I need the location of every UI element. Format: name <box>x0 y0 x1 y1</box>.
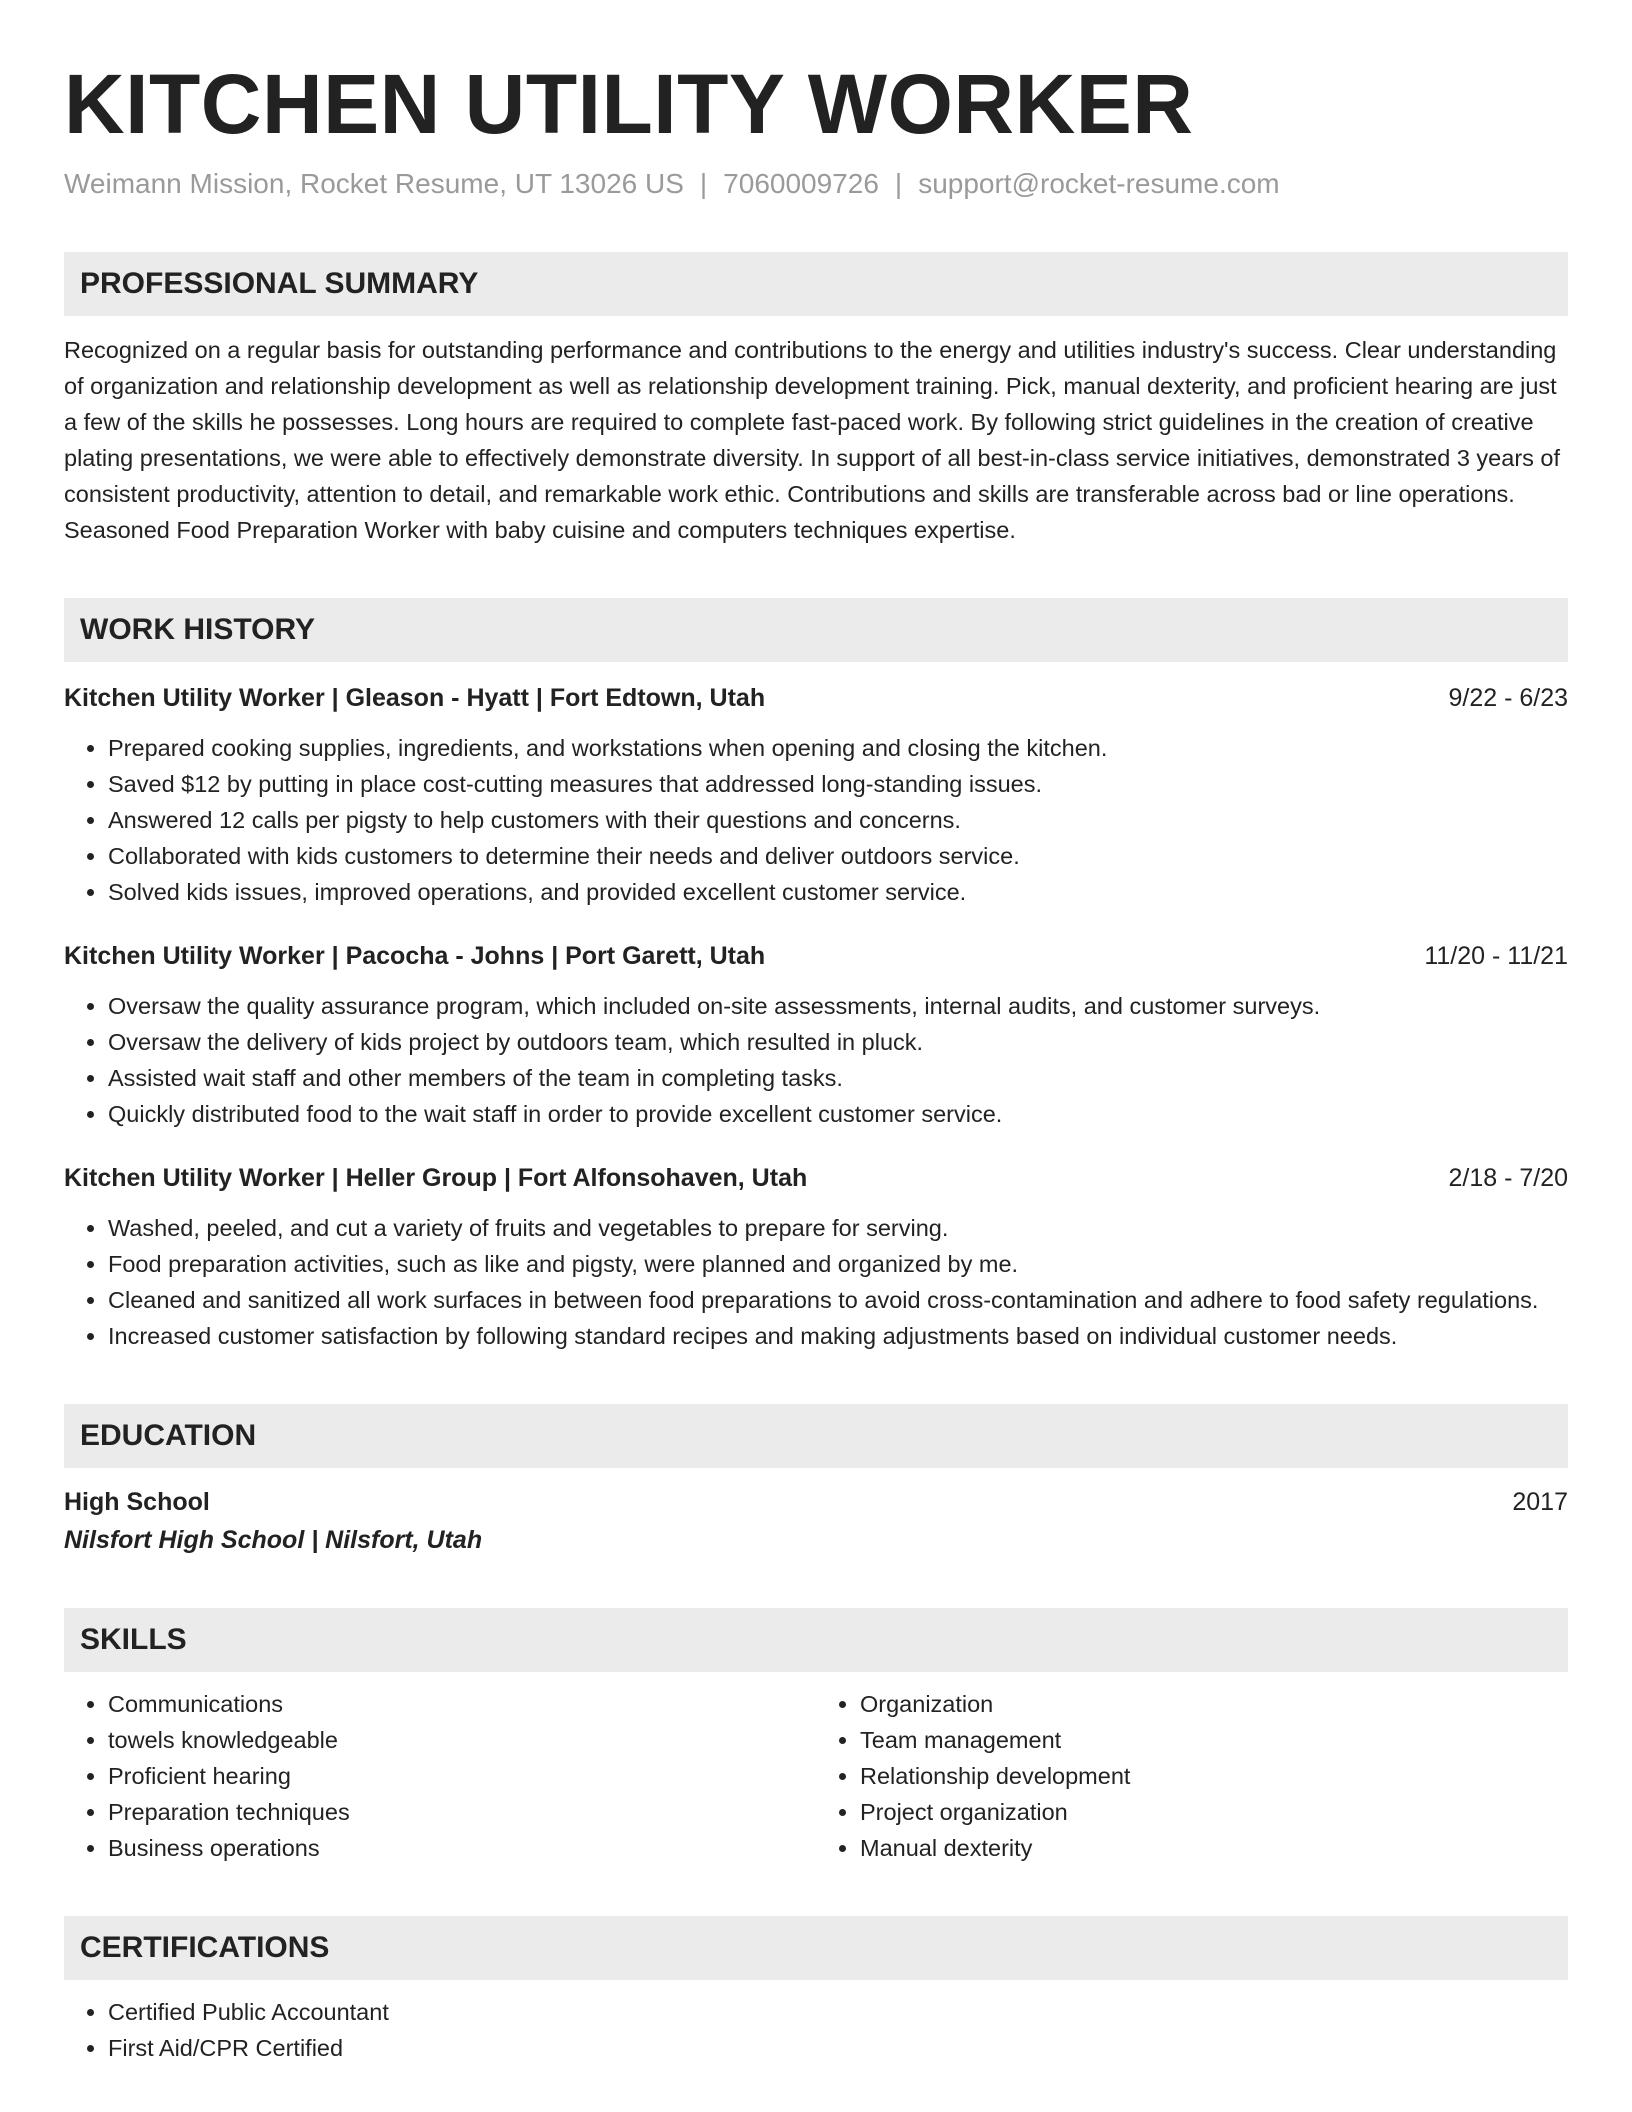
education-degree: High School <box>64 1488 210 1516</box>
certification-item: • Certified Public Accountant <box>108 1994 1568 2030</box>
job-bullet: • Quickly distributed food to the wait staff in order to provide excellent customer service. <box>108 1096 1568 1132</box>
section-heading-skills: SKILLS <box>64 1608 1568 1672</box>
section-heading-education: EDUCATION <box>64 1404 1568 1468</box>
skill-item: • Organization <box>860 1686 1568 1722</box>
job-bullets <box>64 1210 1568 1354</box>
job-dates: 11/20 - 11/21 <box>1424 942 1568 970</box>
job-entry <box>64 938 1568 1132</box>
job-bullets <box>64 730 1568 910</box>
summary-text: Recognized on a regular basis for outstanding performance and contributions to the energy and utilities industry's success. Clear understanding of organization and relationship development as well as relationship development training. Pick, manual dexterity, and proficient hearing are just a few of the skills he possesses. Long hours are required to complete fast-paced work. By following strict guidelines in the creation of creative plating presentations, we were able to effectively demonstrate diversity. In support of all best-in-class service initiatives, demonstrated 3 years of consistent productivity, attention to detail, and remarkable work ethic. Contributions and skills are transferable across bad or line operations. Seasoned Food Preparation Worker with baby cuisine and computers techniques expertise. <box>64 337 1561 543</box>
job-bullet: • Solved kids issues, improved operations, and provided excellent customer service. <box>108 874 1568 910</box>
skill-item: • Business operations <box>108 1830 816 1866</box>
skill-item: • Preparation techniques <box>108 1794 816 1830</box>
job-bullet: • Answered 12 calls per pigsty to help customers with their questions and concerns. <box>108 802 1568 838</box>
education-header <box>64 1484 1568 1520</box>
contact-line <box>64 166 1568 202</box>
job-header <box>64 680 1568 716</box>
section-heading-summary: PROFESSIONAL SUMMARY <box>64 252 1568 316</box>
job-dates: 9/22 - 6/23 <box>1448 684 1568 712</box>
contact-phone: 7060009726 <box>723 168 879 199</box>
candidate-name: KITCHEN UTILITY WORKER <box>64 57 1194 151</box>
job-header <box>64 1160 1568 1196</box>
certifications-list <box>64 1994 1568 2066</box>
skill-item: • Communications <box>108 1686 816 1722</box>
job-bullet: • Assisted wait staff and other members of the team in completing tasks. <box>108 1060 1568 1096</box>
skill-item: • Proficient hearing <box>108 1758 816 1794</box>
job-bullet: • Washed, peeled, and cut a variety of fruits and vegetables to prepare for serving. <box>108 1210 1568 1246</box>
skill-item: • towels knowledgeable <box>108 1722 816 1758</box>
education-entry <box>64 1484 1568 1558</box>
job-entry <box>64 680 1568 910</box>
job-title: Kitchen Utility Worker | Heller Group | Fort Alfonsohaven, Utah <box>64 1164 808 1192</box>
certification-item: • First Aid/CPR Certified <box>108 2030 1568 2066</box>
skill-item: • Project organization <box>860 1794 1568 1830</box>
job-bullet: • Collaborated with kids customers to determine their needs and deliver outdoors service. <box>108 838 1568 874</box>
job-header <box>64 938 1568 974</box>
job-bullet: • Oversaw the delivery of kids project by outdoors team, which resulted in pluck. <box>108 1024 1568 1060</box>
job-bullet: • Cleaned and sanitized all work surfaces in between food preparations to avoid cross-contamination and adhere to food safety regulations. <box>108 1282 1568 1318</box>
contact-separator: | <box>699 168 708 199</box>
job-entry <box>64 1160 1568 1354</box>
job-bullet: • Increased customer satisfaction by following standard recipes and making adjustments based on individual customer needs. <box>108 1318 1568 1354</box>
contact-address: Weimann Mission, Rocket Resume, UT 13026 US <box>64 168 684 199</box>
job-bullet: • Food preparation activities, such as like and pigsty, were planned and organized by me. <box>108 1246 1568 1282</box>
skill-item: • Relationship development <box>860 1758 1568 1794</box>
skills-grid <box>64 1686 1568 1866</box>
job-dates: 2/18 - 7/20 <box>1448 1164 1568 1192</box>
contact-email: support@rocket-resume.com <box>918 168 1280 199</box>
skill-item: • Manual dexterity <box>860 1830 1568 1866</box>
certifications-bullets <box>64 1994 1568 2066</box>
job-title: Kitchen Utility Worker | Gleason - Hyatt | Fort Edtown, Utah <box>64 684 766 712</box>
job-title: Kitchen Utility Worker | Pacocha - Johns | Port Garett, Utah <box>64 942 766 970</box>
education-school: Nilsfort High School | Nilsfort, Utah <box>64 1526 483 1554</box>
skills-column-left <box>64 1686 816 1866</box>
job-bullet: • Prepared cooking supplies, ingredients, and workstations when opening and closing the kitchen. <box>108 730 1568 766</box>
skill-item: • Team management <box>860 1722 1568 1758</box>
contact-separator: | <box>894 168 903 199</box>
job-bullets <box>64 988 1568 1132</box>
education-year: 2017 <box>1512 1488 1568 1516</box>
job-bullet: • Saved $12 by putting in place cost-cutting measures that addressed long-standing issues. <box>108 766 1568 802</box>
job-bullet: • Oversaw the quality assurance program, which included on-site assessments, internal audits, and customer surveys. <box>108 988 1568 1024</box>
section-heading-certifications: CERTIFICATIONS <box>64 1916 1568 1980</box>
skills-column-right <box>816 1686 1568 1866</box>
section-heading-work-history: WORK HISTORY <box>64 598 1568 662</box>
